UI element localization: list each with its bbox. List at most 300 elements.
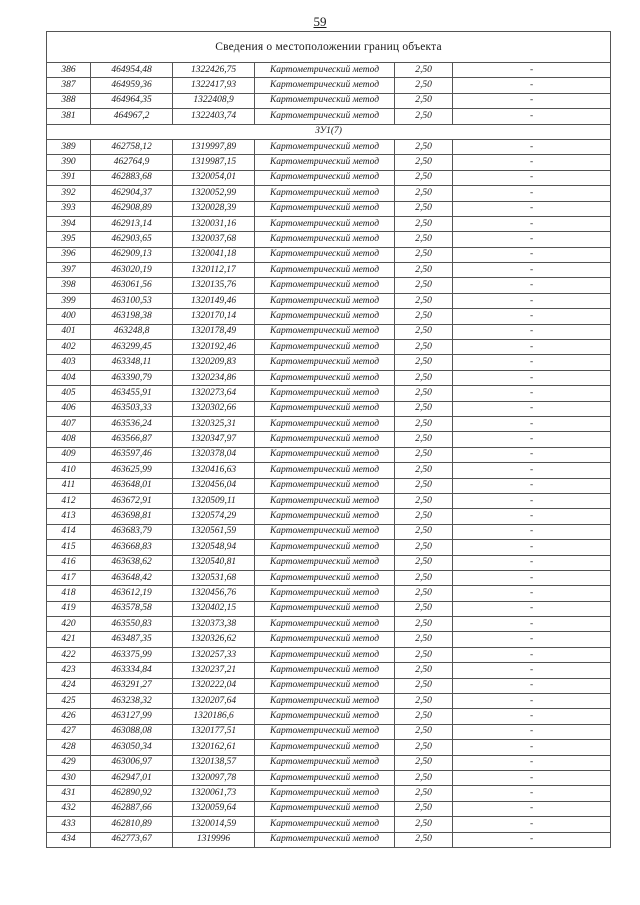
x-coordinate-cell: 464967,2 [91, 109, 173, 124]
accuracy-cell: 2,50 [395, 617, 453, 632]
x-coordinate-cell: 463698,81 [91, 509, 173, 524]
method-cell: Картометрический метод [255, 78, 395, 93]
accuracy-cell: 2,50 [395, 278, 453, 293]
method-cell: Картометрический метод [255, 139, 395, 154]
accuracy-cell: 2,50 [395, 139, 453, 154]
y-coordinate-cell: 1320162,61 [173, 740, 255, 755]
accuracy-cell: 2,50 [395, 216, 453, 231]
description-cell: - [453, 770, 611, 785]
x-coordinate-cell: 462909,13 [91, 247, 173, 262]
description-cell: - [453, 63, 611, 78]
accuracy-cell: 2,50 [395, 709, 453, 724]
method-cell: Картометрический метод [255, 155, 395, 170]
method-cell: Картометрический метод [255, 463, 395, 478]
x-coordinate-cell: 463334,84 [91, 663, 173, 678]
method-cell: Картометрический метод [255, 247, 395, 262]
point-number-cell: 418 [47, 586, 91, 601]
point-number-cell: 413 [47, 509, 91, 524]
table-row [47, 601, 611, 616]
point-number-cell: 381 [47, 109, 91, 124]
description-cell: - [453, 478, 611, 493]
method-cell: Картометрический метод [255, 509, 395, 524]
x-coordinate-cell: 463455,91 [91, 386, 173, 401]
x-coordinate-cell: 462913,14 [91, 216, 173, 231]
y-coordinate-cell: 1320041,18 [173, 247, 255, 262]
x-coordinate-cell: 463291,27 [91, 678, 173, 693]
accuracy-cell: 2,50 [395, 555, 453, 570]
description-cell: - [453, 678, 611, 693]
accuracy-cell: 2,50 [395, 293, 453, 308]
y-coordinate-cell: 1322403,74 [173, 109, 255, 124]
point-number-cell: 414 [47, 524, 91, 539]
x-coordinate-cell: 463127,99 [91, 709, 173, 724]
x-coordinate-cell: 463683,79 [91, 524, 173, 539]
y-coordinate-cell: 1320456,04 [173, 478, 255, 493]
x-coordinate-cell: 463375,99 [91, 647, 173, 662]
table-row [47, 740, 611, 755]
accuracy-cell: 2,50 [395, 186, 453, 201]
table-row [47, 647, 611, 662]
table-row [47, 463, 611, 478]
x-coordinate-cell: 463088,08 [91, 724, 173, 739]
x-coordinate-cell: 464959,36 [91, 78, 173, 93]
point-number-cell: 434 [47, 832, 91, 847]
accuracy-cell: 2,50 [395, 509, 453, 524]
description-cell: - [453, 663, 611, 678]
description-cell: - [453, 586, 611, 601]
method-cell: Картометрический метод [255, 216, 395, 231]
point-number-cell: 424 [47, 678, 91, 693]
y-coordinate-cell: 1320209,83 [173, 355, 255, 370]
y-coordinate-cell: 1319997,89 [173, 139, 255, 154]
table-row [47, 555, 611, 570]
y-coordinate-cell: 1320456,76 [173, 586, 255, 601]
point-number-cell: 426 [47, 709, 91, 724]
accuracy-cell: 2,50 [395, 370, 453, 385]
point-number-cell: 403 [47, 355, 91, 370]
x-coordinate-cell: 462883,68 [91, 170, 173, 185]
method-cell: Картометрический метод [255, 586, 395, 601]
table-row [47, 139, 611, 154]
y-coordinate-cell: 1320325,31 [173, 416, 255, 431]
accuracy-cell: 2,50 [395, 540, 453, 555]
description-cell: - [453, 570, 611, 585]
x-coordinate-cell: 463061,56 [91, 278, 173, 293]
y-coordinate-cell: 1320097,78 [173, 770, 255, 785]
y-coordinate-cell: 1320234,86 [173, 370, 255, 385]
table-row [47, 293, 611, 308]
page-number: 59 [313, 14, 327, 29]
accuracy-cell: 2,50 [395, 93, 453, 108]
method-cell: Картометрический метод [255, 493, 395, 508]
y-coordinate-cell: 1322426,75 [173, 63, 255, 78]
point-number-cell: 389 [47, 139, 91, 154]
point-number-cell: 386 [47, 63, 91, 78]
table-row [47, 232, 611, 247]
method-cell: Картометрический метод [255, 370, 395, 385]
table-row [47, 786, 611, 801]
x-coordinate-cell: 462890,92 [91, 786, 173, 801]
method-cell: Картометрический метод [255, 340, 395, 355]
accuracy-cell: 2,50 [395, 463, 453, 478]
method-cell: Картометрический метод [255, 647, 395, 662]
description-cell: - [453, 155, 611, 170]
description-cell: - [453, 201, 611, 216]
x-coordinate-cell: 463248,8 [91, 324, 173, 339]
point-number-cell: 408 [47, 432, 91, 447]
description-cell: - [453, 540, 611, 555]
point-number-cell: 410 [47, 463, 91, 478]
accuracy-cell: 2,50 [395, 586, 453, 601]
coordinates-table [46, 31, 611, 848]
description-cell: - [453, 186, 611, 201]
y-coordinate-cell: 1320186,6 [173, 709, 255, 724]
point-number-cell: 430 [47, 770, 91, 785]
description-cell: - [453, 340, 611, 355]
table-row [47, 186, 611, 201]
table-row [47, 93, 611, 108]
point-number-cell: 423 [47, 663, 91, 678]
y-coordinate-cell: 1320112,17 [173, 263, 255, 278]
point-number-cell: 404 [47, 370, 91, 385]
point-number-cell: 431 [47, 786, 91, 801]
description-cell: - [453, 355, 611, 370]
description-cell: - [453, 278, 611, 293]
table-row [47, 540, 611, 555]
accuracy-cell: 2,50 [395, 832, 453, 847]
method-cell: Картометрический метод [255, 617, 395, 632]
accuracy-cell: 2,50 [395, 786, 453, 801]
x-coordinate-cell: 462904,37 [91, 186, 173, 201]
table-row [47, 817, 611, 832]
x-coordinate-cell: 463672,91 [91, 493, 173, 508]
description-cell: - [453, 755, 611, 770]
description-cell: - [453, 232, 611, 247]
x-coordinate-cell: 462947,01 [91, 770, 173, 785]
y-coordinate-cell: 1320402,15 [173, 601, 255, 616]
method-cell: Картометрический метод [255, 309, 395, 324]
point-number-cell: 402 [47, 340, 91, 355]
table-row [47, 801, 611, 816]
x-coordinate-cell: 464954,48 [91, 63, 173, 78]
method-cell: Картометрический метод [255, 786, 395, 801]
table-row [47, 263, 611, 278]
accuracy-cell: 2,50 [395, 493, 453, 508]
point-number-cell: 429 [47, 755, 91, 770]
method-cell: Картометрический метод [255, 632, 395, 647]
method-cell: Картометрический метод [255, 93, 395, 108]
point-number-cell: 428 [47, 740, 91, 755]
point-number-cell: 406 [47, 401, 91, 416]
accuracy-cell: 2,50 [395, 478, 453, 493]
x-coordinate-cell: 463050,34 [91, 740, 173, 755]
table-row [47, 832, 611, 847]
y-coordinate-cell: 1320178,49 [173, 324, 255, 339]
x-coordinate-cell: 463348,11 [91, 355, 173, 370]
description-cell: - [453, 93, 611, 108]
method-cell: Картометрический метод [255, 755, 395, 770]
accuracy-cell: 2,50 [395, 109, 453, 124]
accuracy-cell: 2,50 [395, 309, 453, 324]
point-number-cell: 432 [47, 801, 91, 816]
table-row [47, 678, 611, 693]
description-cell: - [453, 370, 611, 385]
table-row [47, 755, 611, 770]
y-coordinate-cell: 1320037,68 [173, 232, 255, 247]
y-coordinate-cell: 1320192,46 [173, 340, 255, 355]
y-coordinate-cell: 1319996 [173, 832, 255, 847]
table-row [47, 509, 611, 524]
x-coordinate-cell: 463668,83 [91, 540, 173, 555]
method-cell: Картометрический метод [255, 293, 395, 308]
method-cell: Картометрический метод [255, 401, 395, 416]
accuracy-cell: 2,50 [395, 401, 453, 416]
point-number-cell: 401 [47, 324, 91, 339]
accuracy-cell: 2,50 [395, 201, 453, 216]
method-cell: Картометрический метод [255, 109, 395, 124]
description-cell: - [453, 324, 611, 339]
point-number-cell: 415 [47, 540, 91, 555]
y-coordinate-cell: 1320531,68 [173, 570, 255, 585]
method-cell: Картометрический метод [255, 678, 395, 693]
y-coordinate-cell: 1320061,73 [173, 786, 255, 801]
point-number-cell: 421 [47, 632, 91, 647]
point-number-cell: 392 [47, 186, 91, 201]
description-cell: - [453, 432, 611, 447]
method-cell: Картометрический метод [255, 478, 395, 493]
accuracy-cell: 2,50 [395, 570, 453, 585]
table-row [47, 416, 611, 431]
description-cell: - [453, 817, 611, 832]
method-cell: Картометрический метод [255, 663, 395, 678]
description-cell: - [453, 694, 611, 709]
description-cell: - [453, 509, 611, 524]
description-cell: - [453, 463, 611, 478]
y-coordinate-cell: 1320031,16 [173, 216, 255, 231]
point-number-cell: 422 [47, 647, 91, 662]
method-cell: Картометрический метод [255, 724, 395, 739]
table-row [47, 309, 611, 324]
accuracy-cell: 2,50 [395, 170, 453, 185]
method-cell: Картометрический метод [255, 416, 395, 431]
method-cell: Картометрический метод [255, 694, 395, 709]
table-row [47, 155, 611, 170]
description-cell: - [453, 617, 611, 632]
method-cell: Картометрический метод [255, 324, 395, 339]
x-coordinate-cell: 463006,97 [91, 755, 173, 770]
y-coordinate-cell: 1319987,15 [173, 155, 255, 170]
table-row [47, 216, 611, 231]
accuracy-cell: 2,50 [395, 340, 453, 355]
accuracy-cell: 2,50 [395, 601, 453, 616]
y-coordinate-cell: 1320540,81 [173, 555, 255, 570]
table-row [47, 663, 611, 678]
accuracy-cell: 2,50 [395, 817, 453, 832]
x-coordinate-cell: 463578,58 [91, 601, 173, 616]
point-number-cell: 420 [47, 617, 91, 632]
accuracy-cell: 2,50 [395, 63, 453, 78]
y-coordinate-cell: 1320028,39 [173, 201, 255, 216]
method-cell: Картометрический метод [255, 524, 395, 539]
x-coordinate-cell: 463487,35 [91, 632, 173, 647]
table-row [47, 617, 611, 632]
description-cell: - [453, 109, 611, 124]
y-coordinate-cell: 1320014,59 [173, 817, 255, 832]
description-cell: - [453, 247, 611, 262]
y-coordinate-cell: 1320574,29 [173, 509, 255, 524]
point-number-cell: 411 [47, 478, 91, 493]
description-cell: - [453, 139, 611, 154]
y-coordinate-cell: 1320326,62 [173, 632, 255, 647]
point-number-cell: 407 [47, 416, 91, 431]
y-coordinate-cell: 1322408,9 [173, 93, 255, 108]
point-number-cell: 419 [47, 601, 91, 616]
y-coordinate-cell: 1320237,21 [173, 663, 255, 678]
method-cell: Картометрический метод [255, 170, 395, 185]
table-row [47, 493, 611, 508]
table-row [47, 586, 611, 601]
accuracy-cell: 2,50 [395, 678, 453, 693]
point-number-cell: 425 [47, 694, 91, 709]
point-number-cell: 391 [47, 170, 91, 185]
accuracy-cell: 2,50 [395, 432, 453, 447]
point-number-cell: 409 [47, 447, 91, 462]
description-cell: - [453, 447, 611, 462]
method-cell: Картометрический метод [255, 801, 395, 816]
point-number-cell: 400 [47, 309, 91, 324]
table-row [47, 340, 611, 355]
x-coordinate-cell: 463597,46 [91, 447, 173, 462]
description-cell: - [453, 293, 611, 308]
description-cell: - [453, 632, 611, 647]
method-cell: Картометрический метод [255, 386, 395, 401]
method-cell: Картометрический метод [255, 601, 395, 616]
table-row [47, 278, 611, 293]
table-row [47, 770, 611, 785]
description-cell: - [453, 786, 611, 801]
point-number-cell: 390 [47, 155, 91, 170]
y-coordinate-cell: 1320054,01 [173, 170, 255, 185]
point-number-cell: 416 [47, 555, 91, 570]
y-coordinate-cell: 1320378,04 [173, 447, 255, 462]
x-coordinate-cell: 463625,99 [91, 463, 173, 478]
accuracy-cell: 2,50 [395, 755, 453, 770]
point-number-cell: 412 [47, 493, 91, 508]
x-coordinate-cell: 462903,65 [91, 232, 173, 247]
y-coordinate-cell: 1320302,66 [173, 401, 255, 416]
accuracy-cell: 2,50 [395, 324, 453, 339]
x-coordinate-cell: 462908,89 [91, 201, 173, 216]
method-cell: Картометрический метод [255, 740, 395, 755]
table-row [47, 401, 611, 416]
description-cell: - [453, 263, 611, 278]
y-coordinate-cell: 1320138,57 [173, 755, 255, 770]
accuracy-cell: 2,50 [395, 386, 453, 401]
accuracy-cell: 2,50 [395, 632, 453, 647]
description-cell: - [453, 740, 611, 755]
description-cell: - [453, 724, 611, 739]
y-coordinate-cell: 1320416,63 [173, 463, 255, 478]
table-title: Сведения о местоположении границ объекта [47, 32, 611, 63]
x-coordinate-cell: 462887,66 [91, 801, 173, 816]
table-row [47, 432, 611, 447]
y-coordinate-cell: 1320509,11 [173, 493, 255, 508]
method-cell: Картометрический метод [255, 817, 395, 832]
table-title-row [47, 32, 611, 63]
accuracy-cell: 2,50 [395, 663, 453, 678]
y-coordinate-cell: 1320135,76 [173, 278, 255, 293]
point-number-cell: 398 [47, 278, 91, 293]
method-cell: Картометрический метод [255, 709, 395, 724]
accuracy-cell: 2,50 [395, 770, 453, 785]
description-cell: - [453, 386, 611, 401]
description-cell: - [453, 709, 611, 724]
table-row [47, 201, 611, 216]
x-coordinate-cell: 463536,24 [91, 416, 173, 431]
accuracy-cell: 2,50 [395, 232, 453, 247]
method-cell: Картометрический метод [255, 570, 395, 585]
table-row [47, 478, 611, 493]
accuracy-cell: 2,50 [395, 447, 453, 462]
table-row [47, 247, 611, 262]
x-coordinate-cell: 462810,89 [91, 817, 173, 832]
point-number-cell: 393 [47, 201, 91, 216]
point-number-cell: 395 [47, 232, 91, 247]
y-coordinate-cell: 1320059,64 [173, 801, 255, 816]
description-cell: - [453, 832, 611, 847]
x-coordinate-cell: 463390,79 [91, 370, 173, 385]
y-coordinate-cell: 1320548,94 [173, 540, 255, 555]
table-row [47, 447, 611, 462]
x-coordinate-cell: 463612,19 [91, 586, 173, 601]
table-row [47, 78, 611, 93]
point-number-cell: 433 [47, 817, 91, 832]
method-cell: Картометрический метод [255, 770, 395, 785]
accuracy-cell: 2,50 [395, 724, 453, 739]
x-coordinate-cell: 464964,35 [91, 93, 173, 108]
table-row [47, 370, 611, 385]
x-coordinate-cell: 463648,42 [91, 570, 173, 585]
x-coordinate-cell: 463020,19 [91, 263, 173, 278]
x-coordinate-cell: 463299,45 [91, 340, 173, 355]
method-cell: Картометрический метод [255, 232, 395, 247]
method-cell: Картометрический метод [255, 832, 395, 847]
accuracy-cell: 2,50 [395, 416, 453, 431]
table-row [47, 724, 611, 739]
table-row [47, 324, 611, 339]
method-cell: Картометрический метод [255, 432, 395, 447]
table-row [47, 63, 611, 78]
description-cell: - [453, 309, 611, 324]
x-coordinate-cell: 463648,01 [91, 478, 173, 493]
y-coordinate-cell: 1320170,14 [173, 309, 255, 324]
x-coordinate-cell: 463100,53 [91, 293, 173, 308]
accuracy-cell: 2,50 [395, 801, 453, 816]
point-number-cell: 396 [47, 247, 91, 262]
description-cell: - [453, 416, 611, 431]
x-coordinate-cell: 462758,12 [91, 139, 173, 154]
table-row [47, 109, 611, 124]
accuracy-cell: 2,50 [395, 263, 453, 278]
y-coordinate-cell: 1320177,51 [173, 724, 255, 739]
method-cell: Картометрический метод [255, 447, 395, 462]
description-cell: - [453, 216, 611, 231]
y-coordinate-cell: 1320222,04 [173, 678, 255, 693]
method-cell: Картометрический метод [255, 355, 395, 370]
x-coordinate-cell: 463566,87 [91, 432, 173, 447]
y-coordinate-cell: 1320149,46 [173, 293, 255, 308]
description-cell: - [453, 493, 611, 508]
